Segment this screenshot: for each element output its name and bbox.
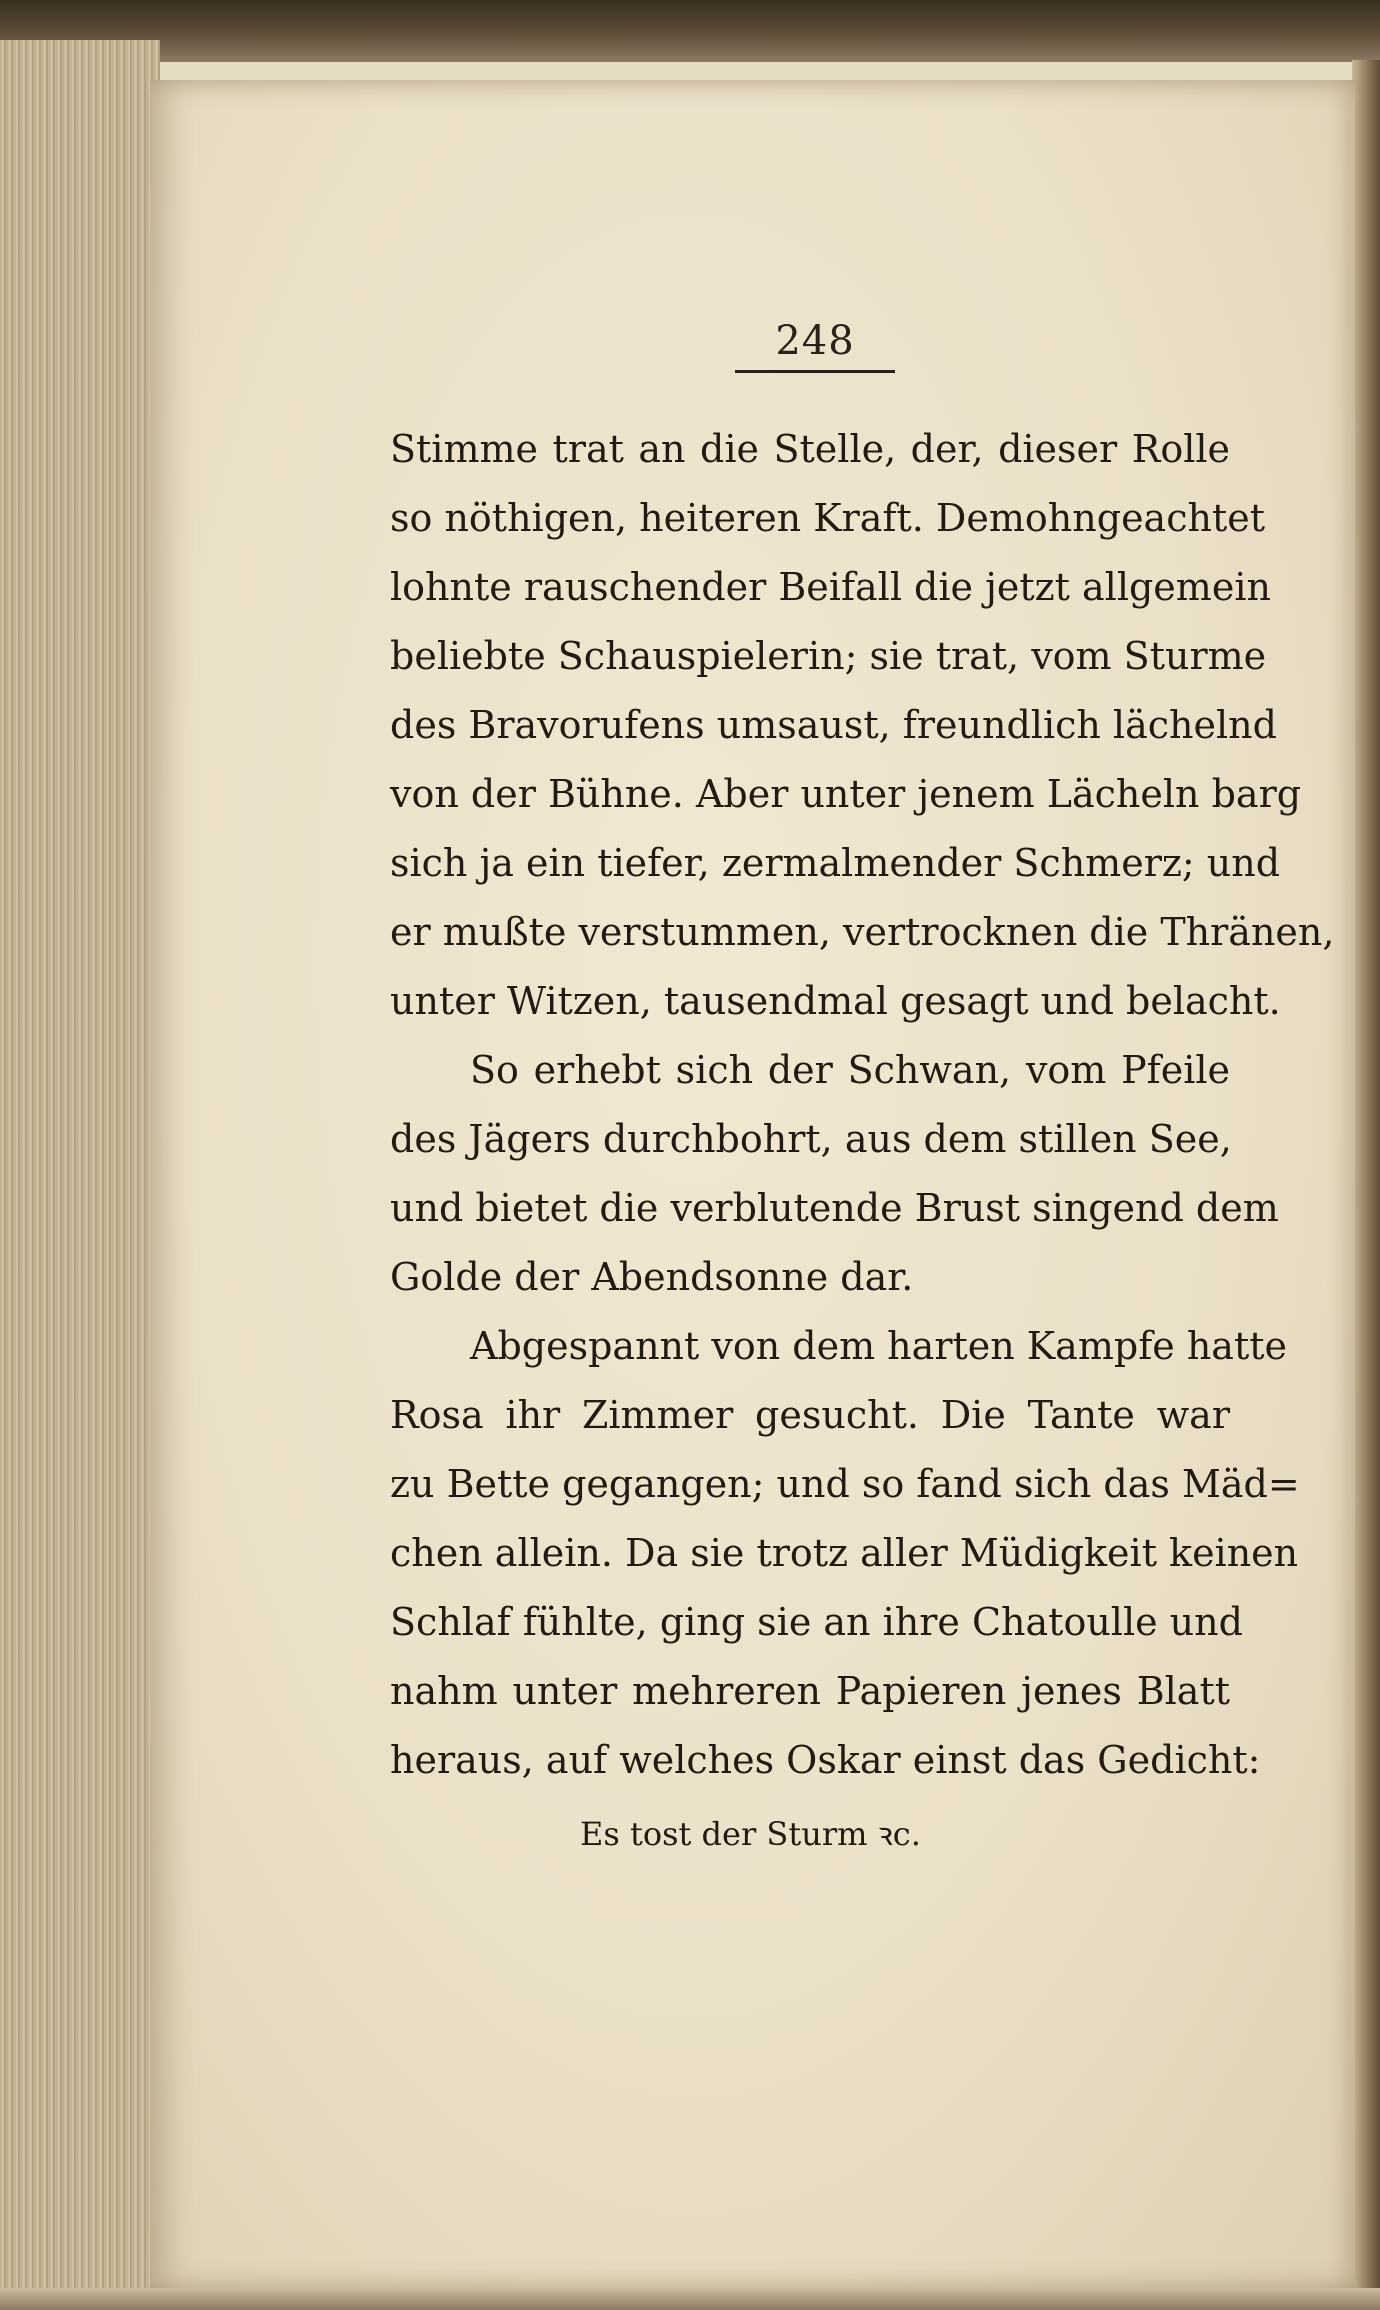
paragraph-3-line: Rosa ihr Zimmer gesucht. Die Tante war xyxy=(390,1393,1230,1437)
paragraph-3-line: Abgespannt von dem harten Kampfe hatte xyxy=(470,1324,1287,1368)
body-text xyxy=(390,415,1335,1795)
text-line: von der Bühne. Aber unter jenem Lächeln barg xyxy=(390,772,1302,816)
book-right-edge xyxy=(1352,60,1380,2310)
paragraph-3-line: heraus, auf welches Oskar einst das Gedicht: xyxy=(390,1738,1261,1782)
page-number: 248 xyxy=(775,318,855,364)
book-top-edge xyxy=(0,0,1380,62)
book-bottom-edge xyxy=(0,2288,1380,2310)
paragraph-2-line: des Jägers durchbohrt, aus dem stillen See, xyxy=(390,1117,1232,1161)
text-line: Stimme trat an die Stelle, der, dieser Rolle xyxy=(390,427,1230,471)
text-line: er mußte verstummen, vertrocknen die Thränen, xyxy=(390,910,1335,954)
paragraph-2-line: und bietet die verblutende Brust singend dem xyxy=(390,1186,1279,1230)
page-stack-edge xyxy=(0,40,160,2310)
text-line: unter Witzen, tausendmal gesagt und belacht. xyxy=(390,979,1281,1023)
paragraph-3-line: Schlaf fühlte, ging sie an ihre Chatoulle und xyxy=(390,1600,1243,1644)
paragraph-3-line: nahm unter mehreren Papieren jenes Blatt xyxy=(390,1669,1230,1713)
text-line: sich ja ein tiefer, zermalmender Schmerz; und xyxy=(390,841,1281,885)
paragraph-2-line: Golde der Abendsonne dar. xyxy=(390,1255,914,1299)
text-line: des Bravorufens umsaust, freundlich lächelnd xyxy=(390,703,1277,747)
poem-quote: Es tost der Sturm ꝛc. xyxy=(580,1815,921,1853)
paragraph-3-line: chen allein. Da sie trotz aller Müdigkeit keinen xyxy=(390,1531,1299,1575)
text-line: so nöthigen, heiteren Kraft. Demohngeachtet xyxy=(390,496,1266,540)
paragraph-3-line: zu Bette gegangen; und so fand sich das Mäd= xyxy=(390,1462,1300,1506)
paragraph-2-line: So erhebt sich der Schwan, vom Pfeile xyxy=(470,1048,1230,1092)
text-line: lohnte rauschender Beifall die jetzt allgemein xyxy=(390,565,1271,609)
text-line: beliebte Schauspielerin; sie trat, vom Sturme xyxy=(390,634,1267,678)
page-number-rule xyxy=(735,370,895,373)
